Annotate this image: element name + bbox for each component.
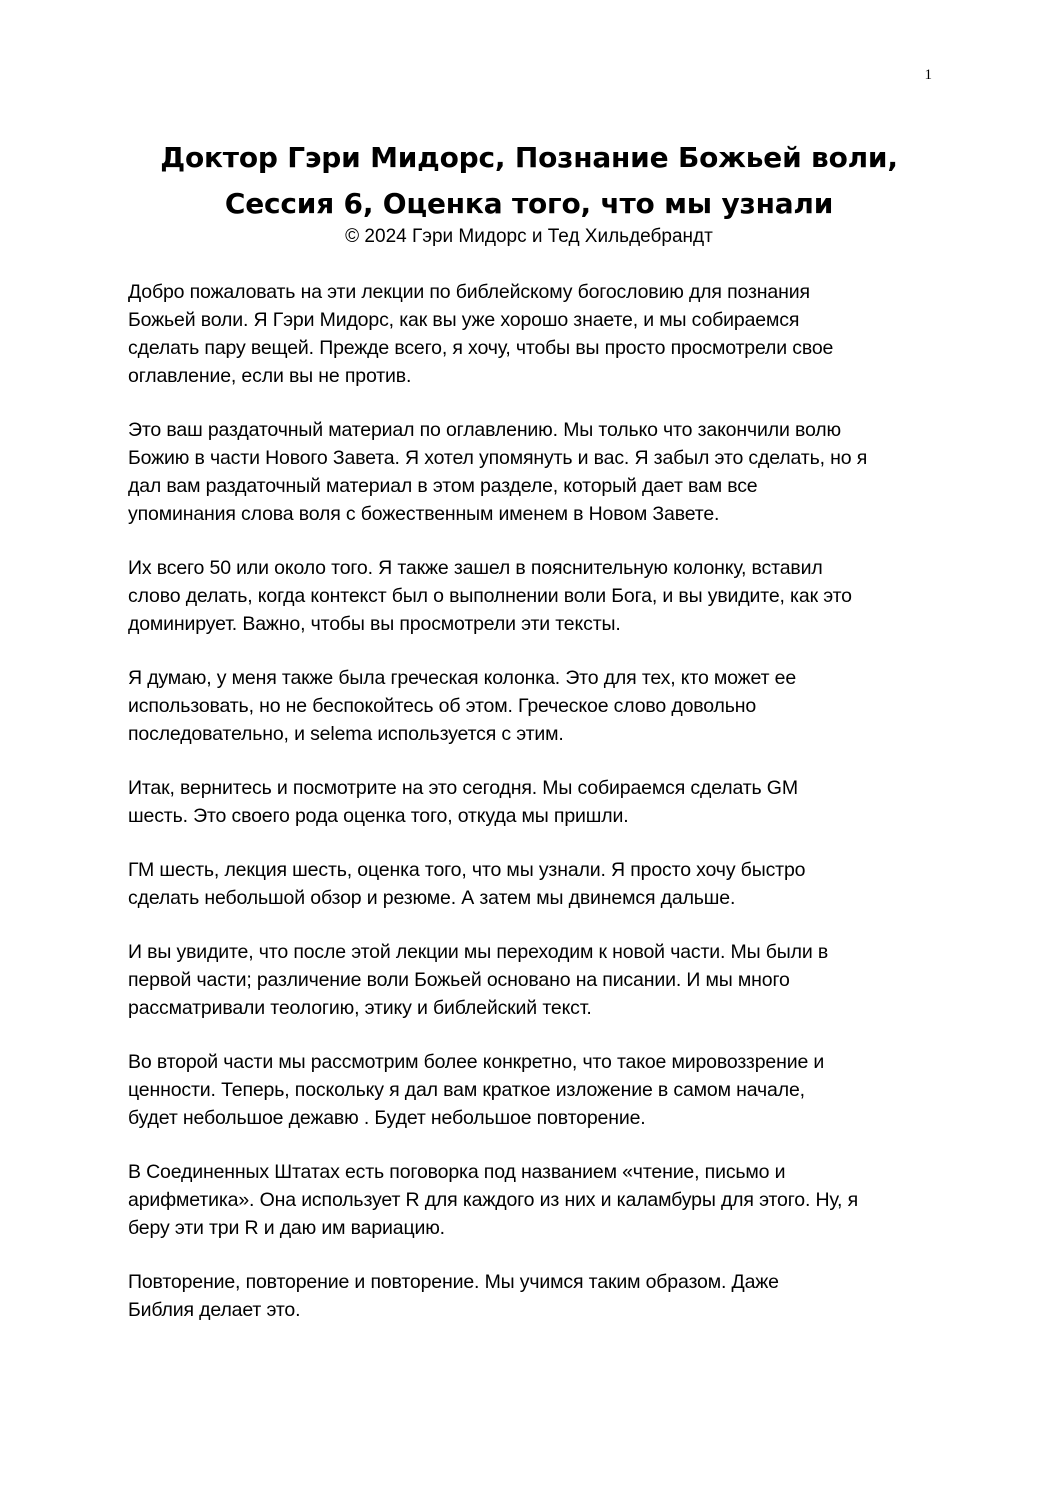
paragraph-line: последовательно, и selema используется с этим.	[128, 723, 564, 745]
paragraph-line: Добро пожаловать на эти лекции по библейскому богословию для познания	[128, 281, 810, 303]
document-body	[128, 278, 936, 1350]
paragraph-line: ценности. Теперь, поскольку я дал вам краткое изложение в самом начале,	[128, 1079, 805, 1101]
paragraph-line: шесть. Это своего рода оценка того, откуда мы пришли.	[128, 805, 629, 827]
document-title-line-2: Сессия 6, Оценка того, что мы узнали	[224, 187, 834, 220]
paragraph	[128, 774, 936, 830]
paragraph-line: сделать небольшой обзор и резюме. А затем мы двинемся дальше.	[128, 887, 736, 909]
paragraph-line: И вы увидите, что после этой лекции мы переходим к новой части. Мы были в	[128, 941, 829, 963]
paragraph-line: Повторение, повторение и повторение. Мы учимся таким образом. Даже	[128, 1271, 779, 1293]
paragraph-line: сделать пару вещей. Прежде всего, я хочу, чтобы вы просто просмотрели свое	[128, 337, 834, 359]
paragraph-line: слово делать, когда контекст был о выполнении воли Бога, и вы увидите, как это	[128, 585, 852, 607]
paragraph-line: Итак, вернитесь и посмотрите на это сегодня. Мы собираемся сделать GM	[128, 777, 798, 799]
copyright-notice: © 2024 Гэри Мидорс и Тед Хильдебрандт	[345, 226, 713, 247]
paragraph	[128, 278, 936, 390]
paragraph-line: Божию в части Нового Завета. Я хотел упомянуть и вас. Я забыл это сделать, но я	[128, 447, 868, 469]
paragraph-line: рассматривали теологию, этику и библейский текст.	[128, 997, 592, 1019]
paragraph-line: Божьей воли. Я Гэри Мидорс, как вы уже хорошо знаете, и мы собираемся	[128, 309, 800, 331]
paragraph-line: беру эти три R и даю им вариацию.	[128, 1217, 445, 1239]
paragraph-line: доминирует. Важно, чтобы вы просмотрели эти тексты.	[128, 613, 621, 635]
paragraph-line: Во второй части мы рассмотрим более конкретно, что такое мировоззрение и	[128, 1051, 825, 1073]
paragraph	[128, 554, 936, 638]
paragraph-line: упоминания слова воля с божественным именем в Новом Завете.	[128, 503, 720, 525]
paragraph	[128, 938, 936, 1022]
paragraph-line: первой части; различение воли Божьей основано на писании. И мы много	[128, 969, 790, 991]
paragraph	[128, 1158, 936, 1242]
paragraph	[128, 416, 936, 528]
paragraph-line: использовать, но не беспокойтесь об этом. Греческое слово довольно	[128, 695, 757, 717]
paragraph-line: Их всего 50 или около того. Я также зашел в пояснительную колонку, вставил	[128, 557, 823, 579]
paragraph-line: будет небольшое дежавю . Будет небольшое повторение.	[128, 1107, 646, 1129]
paragraph-line: Это ваш раздаточный материал по оглавлению. Мы только что закончили волю	[128, 419, 841, 441]
paragraph-line: оглавление, если вы не против.	[128, 365, 412, 387]
document-title-line-1: Доктор Гэри Мидорс, Познание Божьей воли,	[160, 141, 898, 174]
paragraph	[128, 1048, 936, 1132]
paragraph-line: В Соединенных Штатах есть поговорка под названием «чтение, письмо и	[128, 1161, 786, 1183]
paragraph-line: Я думаю, у меня также была греческая колонка. Это для тех, кто может ее	[128, 667, 797, 689]
paragraph-line: дал вам раздаточный материал в этом разделе, который дает вам все	[128, 475, 758, 497]
page-number: 1	[924, 67, 932, 83]
document-header	[60, 135, 998, 251]
paragraph-line: Библия делает это.	[128, 1299, 301, 1321]
paragraph	[128, 1268, 936, 1324]
paragraph-line: ГМ шесть, лекция шесть, оценка того, что мы узнали. Я просто хочу быстро	[128, 859, 806, 881]
paragraph-line: арифметика». Она использует R для каждого из них и каламбуры для этого. Ну, я	[128, 1189, 859, 1211]
paragraph	[128, 664, 936, 748]
paragraph	[128, 856, 936, 912]
